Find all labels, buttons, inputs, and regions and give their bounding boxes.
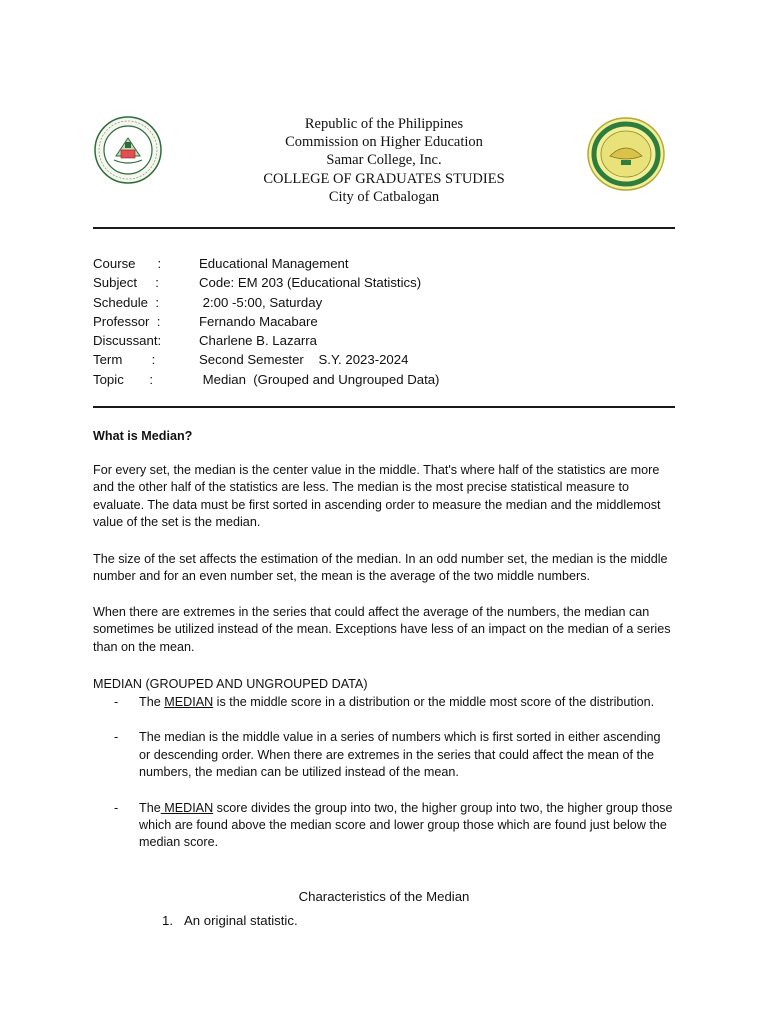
item-text: An original statistic. bbox=[184, 913, 298, 928]
paragraph-1: For every set, the median is the center value in the middle. That's where half of the statistics are more and the other half of the statistics are less. The median is the most precise statistical measure to evaluate. The data must be first sorted in ascending order to measure the median and the middlemost value of the set is the median. bbox=[93, 463, 661, 530]
bullet-dash: - bbox=[114, 695, 119, 709]
bullet-item bbox=[114, 800, 674, 852]
header-line-graduate-studies: COLLEGE OF GRADUATES STUDIES bbox=[263, 170, 505, 187]
paragraph-2: The size of the set affects the estimation of the median. In an odd number set, the median is the middle number and for an even number set, the mean is the average of the two middle numbers. bbox=[93, 552, 668, 584]
bullet-item bbox=[114, 729, 674, 781]
question-heading: What is Median? bbox=[93, 429, 193, 443]
info-value: Median (Grouped and Ungrouped Data) bbox=[199, 371, 440, 387]
info-value: Charlene B. Lazarra bbox=[199, 333, 318, 349]
header-line-college: Samar College, Inc. bbox=[326, 152, 442, 169]
section-heading: MEDIAN (GROUPED AND UNGROUPED DATA) bbox=[93, 677, 368, 691]
bullet-text: score divides the group into two, the higher group into two, the higher group those which are found above the median score and lower group those which are found just below the median score. bbox=[139, 800, 673, 850]
info-label: Professor : bbox=[93, 313, 161, 329]
header-divider bbox=[93, 227, 675, 229]
letterhead bbox=[0, 115, 768, 206]
median-underlined: MEDIAN bbox=[164, 695, 214, 709]
info-value: Second Semester S.Y. 2023-2024 bbox=[199, 352, 409, 368]
info-label: Course : bbox=[93, 256, 162, 271]
characteristics-title: Characteristics of the Median bbox=[298, 889, 470, 904]
header-line-city: City of Catbalogan bbox=[328, 188, 440, 205]
bullet-text: The bbox=[139, 800, 161, 815]
item-number: 1. bbox=[162, 913, 173, 928]
info-label: Discussant: bbox=[93, 333, 162, 349]
bullet-dash: - bbox=[114, 730, 119, 745]
info-label: Subject : bbox=[93, 275, 159, 291]
bullet-text: The bbox=[139, 695, 165, 709]
info-label: Schedule : bbox=[93, 294, 159, 310]
info-value: 2:00 -5:00, Saturday bbox=[199, 294, 323, 310]
bullet-text: is the middle score in a distribution or the middle most score of the distribution. bbox=[213, 695, 655, 709]
info-label: Term : bbox=[93, 352, 156, 368]
info-value: Fernando Macabare bbox=[199, 313, 318, 329]
info-divider bbox=[93, 406, 675, 408]
bullet-list bbox=[114, 694, 674, 852]
info-value: Educational Management bbox=[199, 256, 349, 271]
median-underlined: MEDIAN bbox=[160, 800, 214, 815]
header-line-republic: Republic of the Philippines bbox=[304, 116, 464, 132]
header-line-commission: Commission on Higher Education bbox=[285, 134, 483, 151]
bullet-item bbox=[114, 694, 674, 711]
info-label: Topic : bbox=[93, 371, 154, 387]
bullet-text: The median is the middle value in a series of numbers which is first sorted in either ascending or descending order. When there are extremes in the series that could affect the mean of the numbers, the median can be utilized instead of the mean. bbox=[139, 730, 661, 780]
numbered-item bbox=[162, 913, 298, 928]
paragraph-3: When there are extremes in the series that could affect the average of the numbers, the median can sometimes be utilized instead of the mean. Exceptions have less of an impact on the median of a series than on the mean. bbox=[93, 605, 671, 654]
bullet-dash: - bbox=[114, 800, 119, 815]
info-value: Code: EM 203 (Educational Statistics) bbox=[199, 275, 422, 291]
